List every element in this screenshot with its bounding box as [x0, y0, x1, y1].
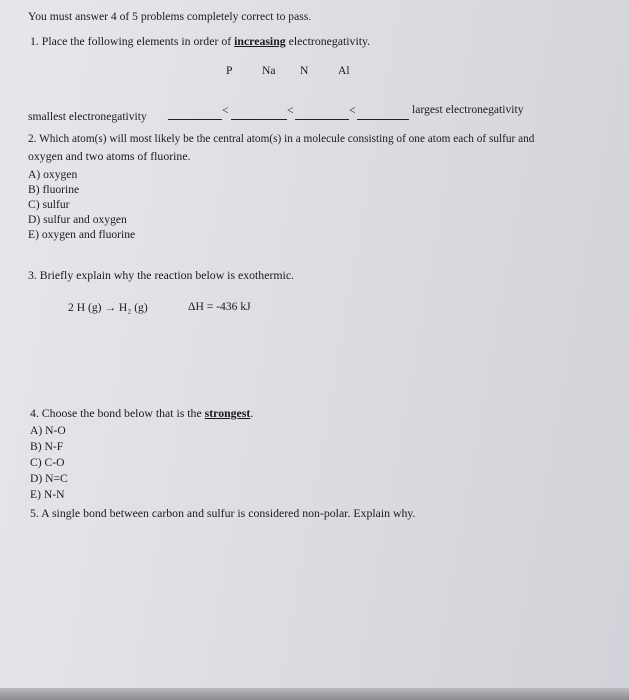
page-bottom-edge	[0, 688, 629, 700]
question-3-prompt: 3. Briefly explain why the reaction below is exothermic.	[28, 268, 295, 282]
instructions-text: You must answer 4 of 5 problems completely correct to pass.	[28, 10, 312, 23]
question-1-prefix: 1. Place the following elements in order of	[30, 34, 232, 48]
element-al: Al	[338, 64, 350, 77]
question-2-option-c[interactable]: C) sulfur	[28, 198, 70, 211]
answer-blank-3[interactable]	[295, 108, 349, 124]
question-2-line-1: 2. Which atom(s) will most likely be the central atom(s) in a molecule consisting of one atom each of sulfur and	[28, 133, 535, 145]
question-2-option-a[interactable]: A) oxygen	[28, 168, 78, 181]
element-na: Na	[262, 64, 276, 77]
largest-label: largest electronegativity	[412, 103, 524, 116]
less-than-sign-1: <	[222, 104, 229, 117]
question-1-suffix: electronegativity.	[288, 34, 371, 48]
question-4-option-d[interactable]: D) N=C	[30, 472, 68, 485]
less-than-sign-2: <	[287, 104, 294, 117]
question-4-option-c[interactable]: C) C-O	[30, 456, 65, 469]
question-4-option-a[interactable]: A) N-O	[30, 424, 66, 437]
question-2-option-e[interactable]: E) oxygen and fluorine	[28, 228, 136, 241]
question-1-emphasis: increasing	[234, 34, 286, 48]
element-n: N	[300, 64, 309, 77]
question-2-line-2: oxygen and two atoms of fluorine.	[28, 149, 191, 163]
question-4-option-b[interactable]: B) N-F	[30, 440, 64, 453]
question-2-option-b[interactable]: B) fluorine	[28, 183, 80, 196]
question-4-prompt	[30, 406, 253, 420]
question-4-emphasis: strongest	[204, 406, 251, 420]
element-p: P	[226, 64, 233, 77]
smallest-label: smallest electronegativity	[28, 110, 147, 123]
question-5-prompt: 5. A single bond between carbon and sulfur is considered non-polar. Explain why.	[30, 506, 416, 520]
question-2-option-d[interactable]: D) sulfur and oxygen	[28, 213, 127, 226]
answer-blank-2[interactable]	[231, 108, 287, 124]
question-4-suffix: .	[250, 406, 254, 420]
question-4-prefix: 4. Choose the bond below that is the	[30, 406, 202, 420]
enthalpy-value: ΔH = -436 kJ	[188, 300, 251, 313]
answer-blank-4[interactable]	[357, 108, 409, 124]
question-4-option-e[interactable]: E) N-N	[30, 488, 65, 501]
less-than-sign-3: <	[349, 104, 356, 117]
answer-blank-1[interactable]	[168, 108, 222, 124]
question-1-prompt	[30, 34, 370, 48]
reaction-equation: 2 H (g) → H₂ (g)	[68, 301, 148, 314]
